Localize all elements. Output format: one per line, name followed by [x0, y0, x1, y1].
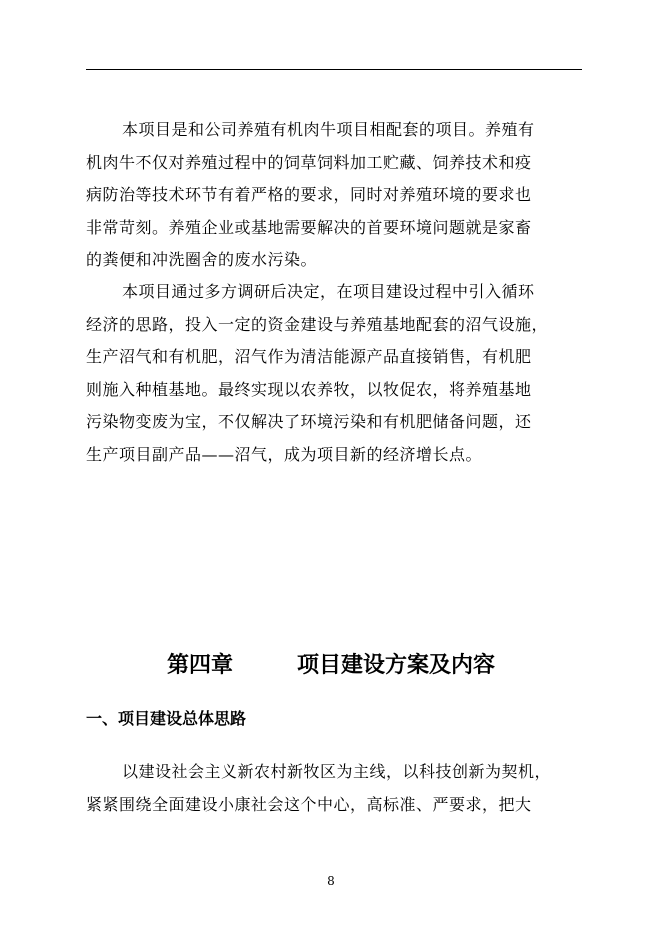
text-line: 病防治等技术环节有着严格的要求，同时对养殖环境的要求也	[86, 185, 532, 204]
paragraph-3	[86, 756, 582, 821]
text-line: 污染物变废为宝，不仅解决了环境污染和有机肥储备问题，还	[86, 412, 532, 431]
section-heading: 一、项目建设总体思路	[86, 709, 247, 728]
text-line: 以建设社会主义新农村新牧区为主线，以科技创新为契机，	[122, 762, 552, 781]
chapter-number: 第四章	[166, 652, 233, 678]
text-line: 则施入种植基地。最终实现以农养牧，以牧促农，将养殖基地	[86, 379, 532, 399]
paragraph-1	[86, 114, 582, 277]
paragraph-2	[86, 276, 582, 471]
text-line: 非常苛刻。养殖企业或基地需要解决的首要环境问题就是家畜	[86, 217, 532, 237]
text-line: 本项目通过多方调研后决定，在项目建设过程中引入循环	[122, 282, 535, 301]
page-number: 8	[327, 874, 335, 888]
text-line: 机肉牛不仅对养殖过程中的饲草饲料加工贮藏、饲养技术和疫	[86, 152, 532, 172]
text-line: 生产沼气和有机肥，沼气作为清洁能源产品直接销售，有机肥	[86, 347, 532, 366]
header-rule	[86, 69, 582, 70]
text-line: 的粪便和冲洗圈舍的废水污染。	[86, 250, 318, 269]
chapter-heading	[0, 648, 662, 679]
text-line: 生产项目副产品——沼气，成为项目新的经济增长点。	[86, 444, 483, 464]
chapter-title: 项目建设方案及内容	[297, 652, 496, 678]
text-line: 经济的思路，投入一定的资金建设与养殖基地配套的沼气设施，	[86, 314, 549, 334]
text-line: 紧紧围绕全面建设小康社会这个中心，高标准、严要求，把大	[86, 794, 532, 814]
text-line: 本项目是和公司养殖有机肉牛项目相配套的项目。养殖有	[122, 120, 535, 139]
